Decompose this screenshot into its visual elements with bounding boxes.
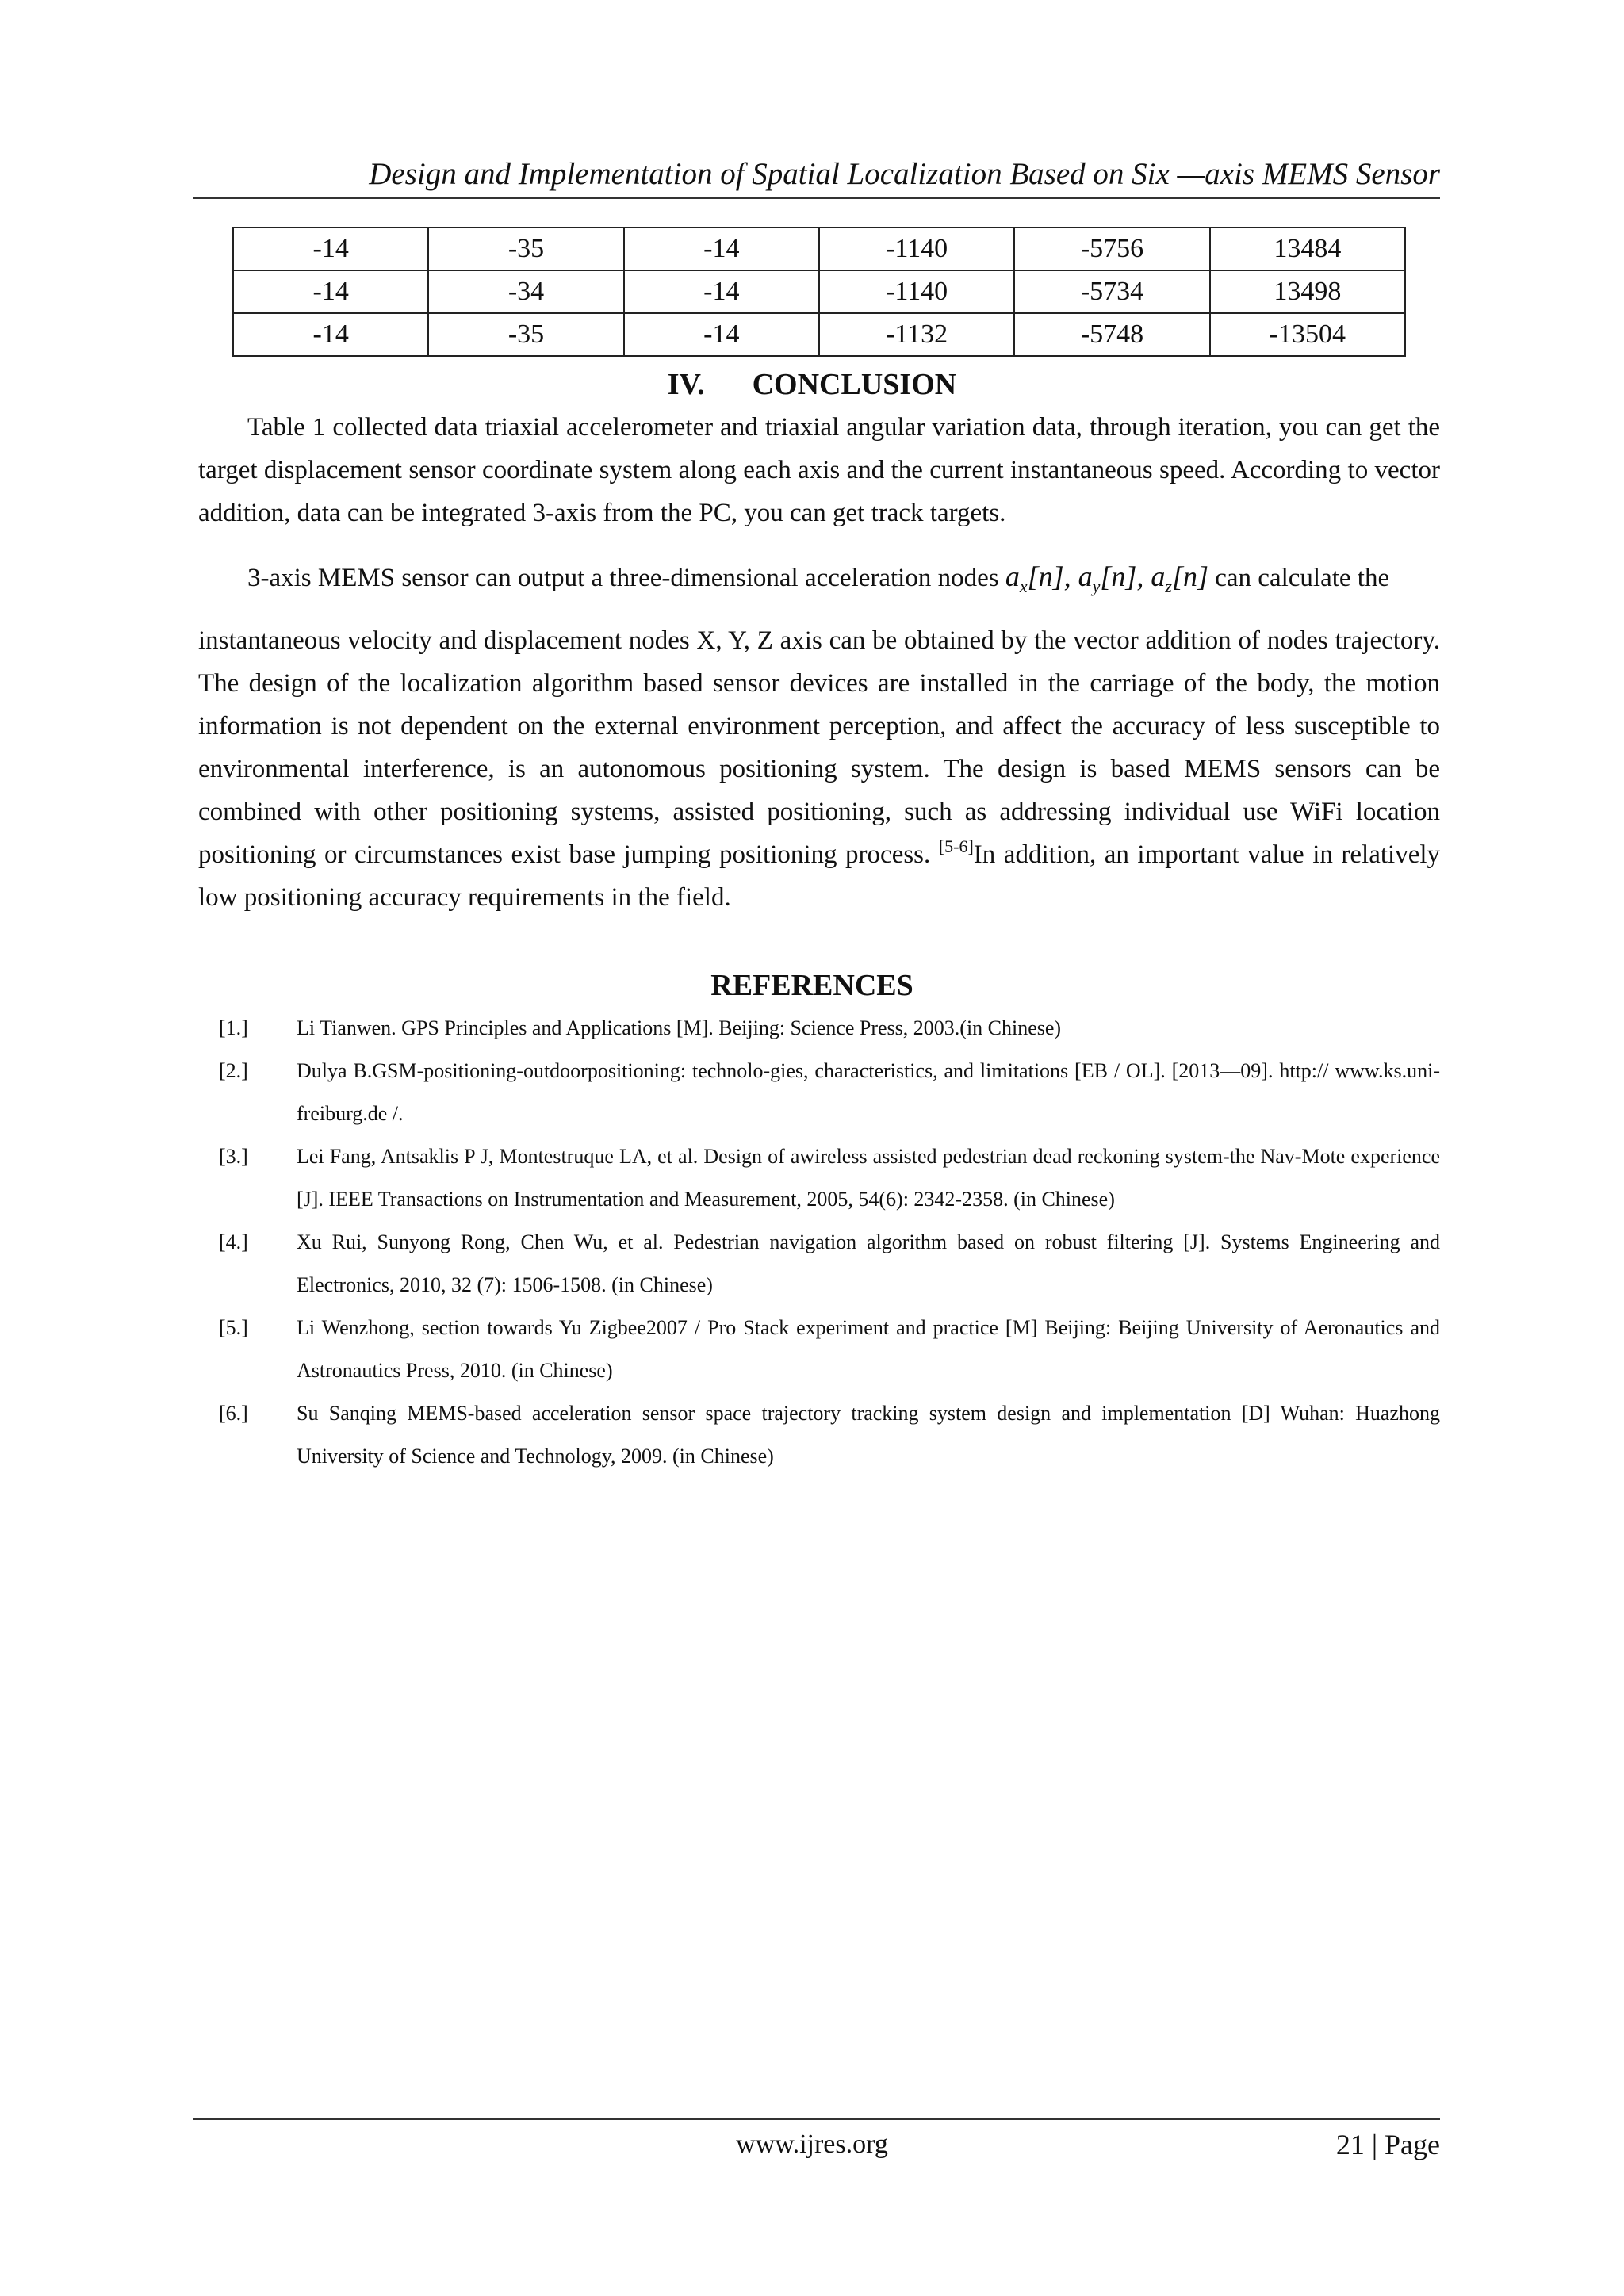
table-cell: -14 xyxy=(233,228,428,270)
reference-text: Li Wenzhong, section towards Yu Zigbee2007 / Pro Stack experiment and practice [M] Beijing: Beijing University of Aeronautics and Astronautics Press, 2010. (in Chinese) xyxy=(297,1316,1440,1382)
reference-index: [6.] xyxy=(219,1402,248,1425)
table-cell: -1132 xyxy=(819,313,1014,356)
section-number: IV. xyxy=(667,368,705,401)
table-cell: 13484 xyxy=(1210,228,1405,270)
table-cell: -34 xyxy=(428,270,623,313)
table-cell: -14 xyxy=(233,313,428,356)
reference-index: [4.] xyxy=(219,1230,248,1253)
reference-item xyxy=(219,1307,1440,1392)
reference-index: [3.] xyxy=(219,1145,248,1168)
table-cell: -14 xyxy=(624,228,819,270)
table-cell: -1140 xyxy=(819,270,1014,313)
running-header: Design and Implementation of Spatial Localization Based on Six —axis MEMS Sensor xyxy=(369,157,1440,191)
acceleration-formula: $a_x[n]$, $a_y[n]$, $a_z[n]$ xyxy=(1005,561,1208,597)
table-cell: -5748 xyxy=(1014,313,1209,356)
section-title: CONCLUSION xyxy=(752,368,957,401)
table-cell: -5734 xyxy=(1014,270,1209,313)
table-cell: -14 xyxy=(624,313,819,356)
paragraph-2-text: 3-axis MEMS sensor can output a three-dimensional acceleration nodes xyxy=(247,564,999,592)
reference-item xyxy=(219,1135,1440,1221)
reference-text: Xu Rui, Sunyong Rong, Chen Wu, et al. Pedestrian navigation algorithm based on robust filtering [J]. Systems Engineering and Electronics, 2010, 32 (7): 1506-1508. (in Chinese) xyxy=(297,1230,1440,1296)
data-table-body xyxy=(233,228,1405,356)
table-cell: -14 xyxy=(233,270,428,313)
reference-text: Lei Fang, Antsaklis P J, Montestruque LA, et al. Design of awireless assisted pedestrian dead reckoning system-the Nav-Mote experience [J]. IEEE Transactions on Instrumentation and Measurement, 2005, 54(6): 2342-2358. (in Chinese) xyxy=(297,1145,1440,1211)
reference-index: [5.] xyxy=(219,1316,248,1339)
section-heading xyxy=(0,365,1624,404)
header-rule xyxy=(193,197,1440,199)
reference-index: [2.] xyxy=(219,1059,248,1082)
table-cell: -13504 xyxy=(1210,313,1405,356)
paragraph-2-tail: can calculate the xyxy=(1215,564,1390,592)
table-cell: 13498 xyxy=(1210,270,1405,313)
paragraph-3 xyxy=(198,619,1440,919)
table-cell: -5756 xyxy=(1014,228,1209,270)
table-row xyxy=(233,313,1405,356)
reference-text: Su Sanqing MEMS-based acceleration sensor space trajectory tracking system design and implementation [D] Wuhan: Huazhong University of Science and Technology, 2009. (in Chinese) xyxy=(297,1402,1440,1468)
reference-item xyxy=(219,1221,1440,1307)
table-cell: -14 xyxy=(624,270,819,313)
paragraph-3-text: instantaneous velocity and displacement nodes X, Y, Z axis can be obtained by the vector addition of nodes trajectory. The design of the localization algorithm based sensor devices are installed in the carriage of the body, the motion information is not dependent on the external environment perception, and affect the accuracy of less susceptible to environmental interference, is an autonomous positioning system. The design is based MEMS sensors can be combined with other positioning systems, assisted positioning, such as addressing individual use WiFi location positioning or circumstances exist base jumping positioning process. xyxy=(198,626,1440,869)
table-cell: -35 xyxy=(428,313,623,356)
paragraph-2 xyxy=(198,555,1440,608)
data-table xyxy=(232,227,1406,357)
footer-rule xyxy=(193,2118,1440,2120)
references-list xyxy=(219,1007,1440,1478)
reference-text: Dulya B.GSM-positioning-outdoorpositioning: technolo-gies, characteristics, and limitations [EB / OL]. [2013—09]. http:// www.ks.uni-freiburg.de /. xyxy=(297,1059,1440,1125)
page-number: 21 | Page xyxy=(1335,2129,1440,2160)
citation: [5-6] xyxy=(938,836,974,856)
table-row xyxy=(233,270,1405,313)
paragraph-3-tail: In addition, an important value in relatively low positioning accuracy requirements in the field. xyxy=(198,840,1441,912)
reference-index: [1.] xyxy=(219,1016,248,1039)
footer-site: www.ijres.org xyxy=(736,2130,888,2159)
reference-item xyxy=(219,1007,1440,1050)
references-heading: REFERENCES xyxy=(710,969,914,1002)
table-cell: -1140 xyxy=(819,228,1014,270)
reference-item xyxy=(219,1392,1440,1478)
paragraph-1: Table 1 collected data triaxial accelerometer and triaxial angular variation data, through iteration, you can get the target displacement sensor coordinate system along each axis and the current instantaneous speed. According to vector addition, data can be integrated 3-axis from the PC, you can get track targets. xyxy=(198,413,1440,527)
table-cell: -35 xyxy=(428,228,623,270)
table-row xyxy=(233,228,1405,270)
reference-text: Li Tianwen. GPS Principles and Applications [M]. Beijing: Science Press, 2003.(in Chinese) xyxy=(297,1016,1062,1039)
reference-item xyxy=(219,1050,1440,1135)
